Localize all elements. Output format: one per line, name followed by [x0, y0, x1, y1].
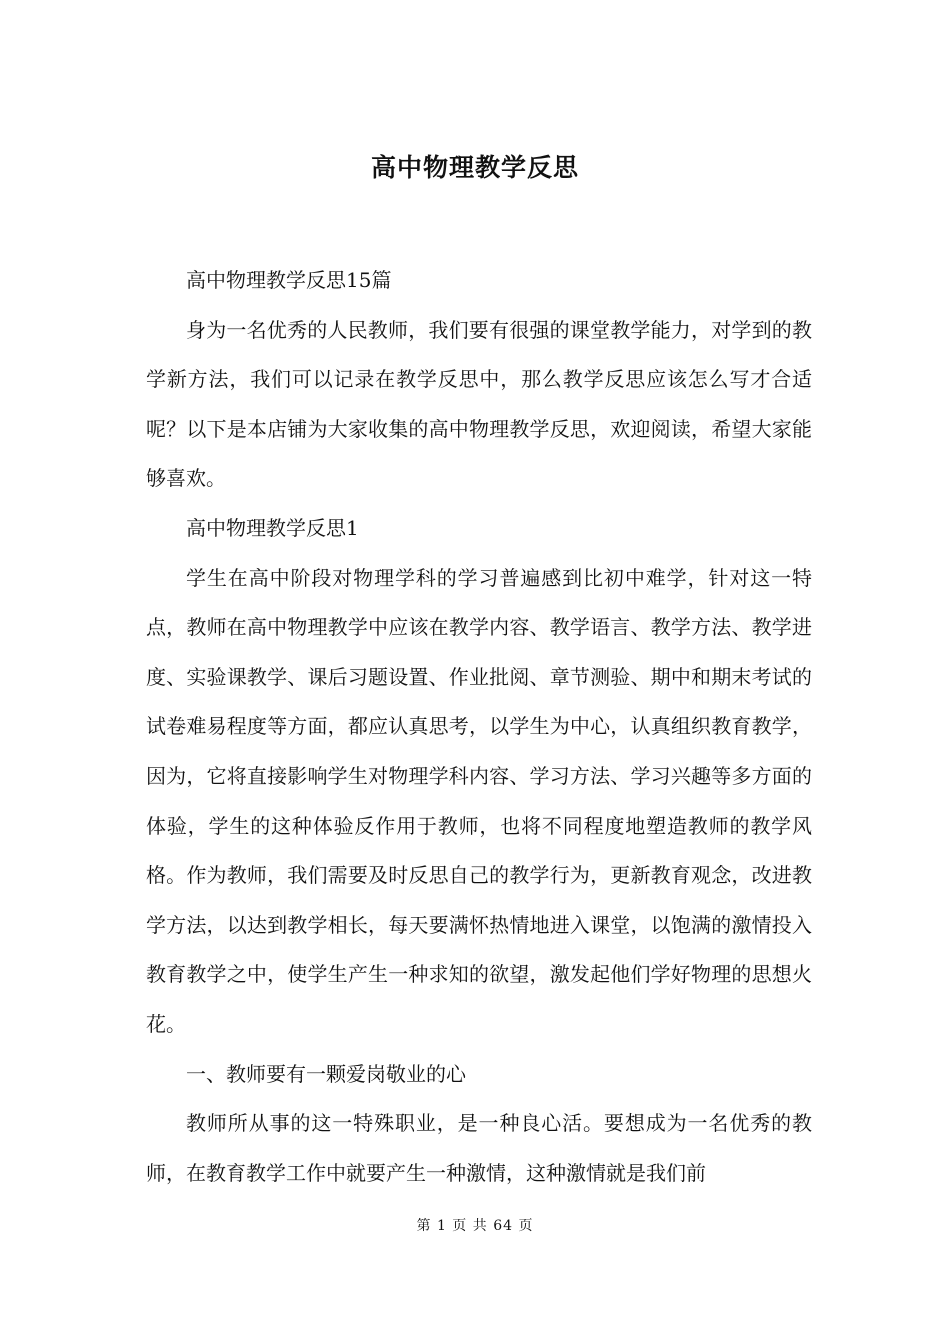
document-body	[146, 256, 812, 1198]
section-heading: 高中物理教学反思1	[186, 515, 359, 540]
paragraph-body: 学生在高中阶段对物理学科的学习普遍感到比初中难学，针对这一特点，教师在高中物理教学中应该在教学内容、教学语言、教学方法、教学进度、实验课教学、课后习题设置、作业批阅、章节测验、期中和期末考试的试卷难易程度等方面，都应认真思考，以学生为中心，认真组织教育教学，因为，它将直接影响学生对物理学科内容、学习方法、学习兴趣等多方面的体验，学生的这种体验反作用于教师，也将不同程度地塑造教师的教学风格。作为教师，我们需要及时反思自己的教学行为，更新教育观念，改进教学方法，以达到教学相长，每天要满怀热情地进入课堂，以饱满的激情投入教育教学之中，使学生产生一种求知的欲望，激发起他们学好物理的思想火花。	[146, 565, 812, 1036]
paragraph-body: 教师所从事的这一特殊职业，是一种良心活。要想成为一名优秀的教师，在教育教学工作中就要产生一种激情，这种激情就是我们前	[146, 1111, 812, 1185]
page-footer: 第 1 页 共 64 页	[416, 1218, 534, 1234]
subsection-heading: 一、教师要有一颗爱岗敬业的心	[186, 1061, 466, 1086]
paragraph-intro: 身为一名优秀的人民教师，我们要有很强的课堂教学能力，对学到的教学新方法，我们可以记录在教学反思中，那么教学反思应该怎么写才合适呢？以下是本店铺为大家收集的高中物理教学反思，欢迎阅读，希望大家能够喜欢。	[146, 317, 812, 491]
document-title: 高中物理教学反思	[370, 153, 579, 182]
paragraph-subtitle: 高中物理教学反思15篇	[186, 268, 392, 292]
